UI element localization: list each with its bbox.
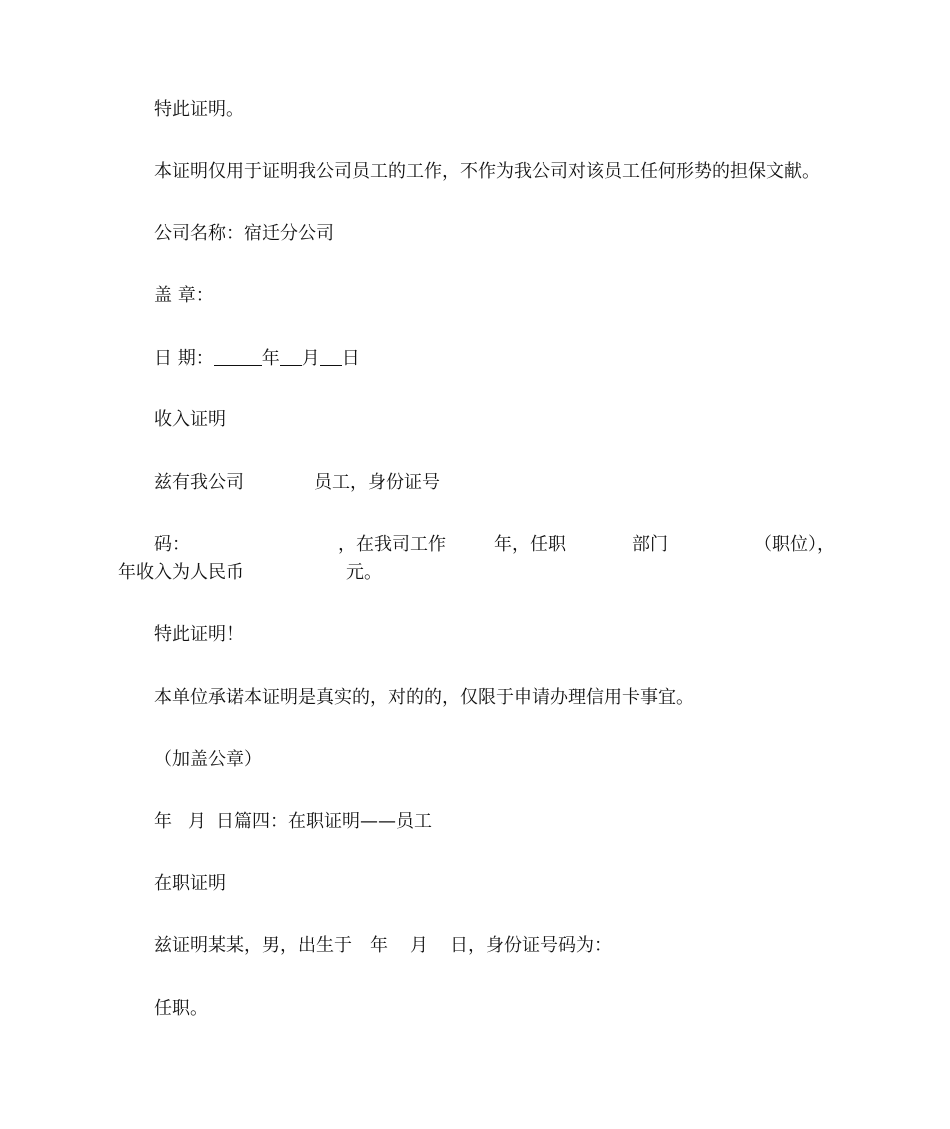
- text: 日，身份证号码为：: [450, 935, 612, 956]
- year-label: 年: [261, 348, 280, 369]
- text: ，在我司工作: [338, 534, 446, 555]
- paragraph-date: [118, 345, 874, 373]
- text: 年，任职: [494, 534, 566, 555]
- heading-income-proof: [118, 406, 874, 434]
- paragraph-employee-details: [118, 531, 838, 587]
- text: 年收入为人民币: [118, 562, 244, 583]
- paragraph-date-chapter4: [118, 808, 874, 836]
- text: 特此证明。: [154, 99, 244, 120]
- heading-employment-proof: [118, 870, 874, 898]
- paragraph-company-name: [118, 220, 874, 248]
- date-label: 日 期：: [154, 348, 214, 369]
- text: 年: [154, 811, 172, 832]
- paragraph-special-certify: [118, 96, 874, 124]
- text: 盖 章：: [154, 285, 214, 306]
- text: （职位），: [754, 534, 835, 555]
- text: 在职证明: [154, 873, 226, 894]
- paragraph-disclaimer: [118, 158, 874, 186]
- text: 年: [370, 935, 388, 956]
- text: 特此证明！: [154, 624, 244, 645]
- text: 月: [410, 935, 428, 956]
- text: 元。: [346, 562, 382, 583]
- paragraph-special-certify-2: [118, 621, 874, 649]
- text: 兹证明某某，男，出生于: [154, 935, 352, 956]
- paragraph-official-seal: [118, 746, 874, 774]
- text: 兹有我公司: [154, 472, 244, 493]
- text: 部门: [632, 534, 668, 555]
- text: 任职。: [154, 998, 208, 1019]
- paragraph-employee-intro: [118, 469, 874, 497]
- paragraph-employment-statement: [118, 932, 874, 960]
- text: 日篇四：在职证明——员工: [216, 811, 432, 832]
- text: （加盖公章）: [154, 749, 262, 770]
- text: 本单位承诺本证明是真实的，对的的，仅限于申请办理信用卡事宜。: [154, 687, 694, 708]
- day-label: 日: [341, 348, 360, 369]
- year-blank: [214, 347, 262, 366]
- text: 本证明仅用于证明我公司员工的工作，不作为我公司对该员工任何形势的担保文献。: [154, 161, 820, 182]
- paragraph-commitment: [118, 684, 874, 712]
- day-blank: [320, 347, 342, 366]
- paragraph-seal: [118, 282, 874, 310]
- month-blank: [280, 347, 302, 366]
- paragraph-position: [118, 995, 874, 1023]
- text: 收入证明: [154, 409, 226, 430]
- text: 月: [188, 811, 206, 832]
- text: 员工，身份证号: [314, 472, 440, 493]
- text: 码：: [154, 534, 190, 555]
- month-label: 月: [301, 348, 320, 369]
- text: 公司名称：宿迁分公司: [154, 223, 334, 244]
